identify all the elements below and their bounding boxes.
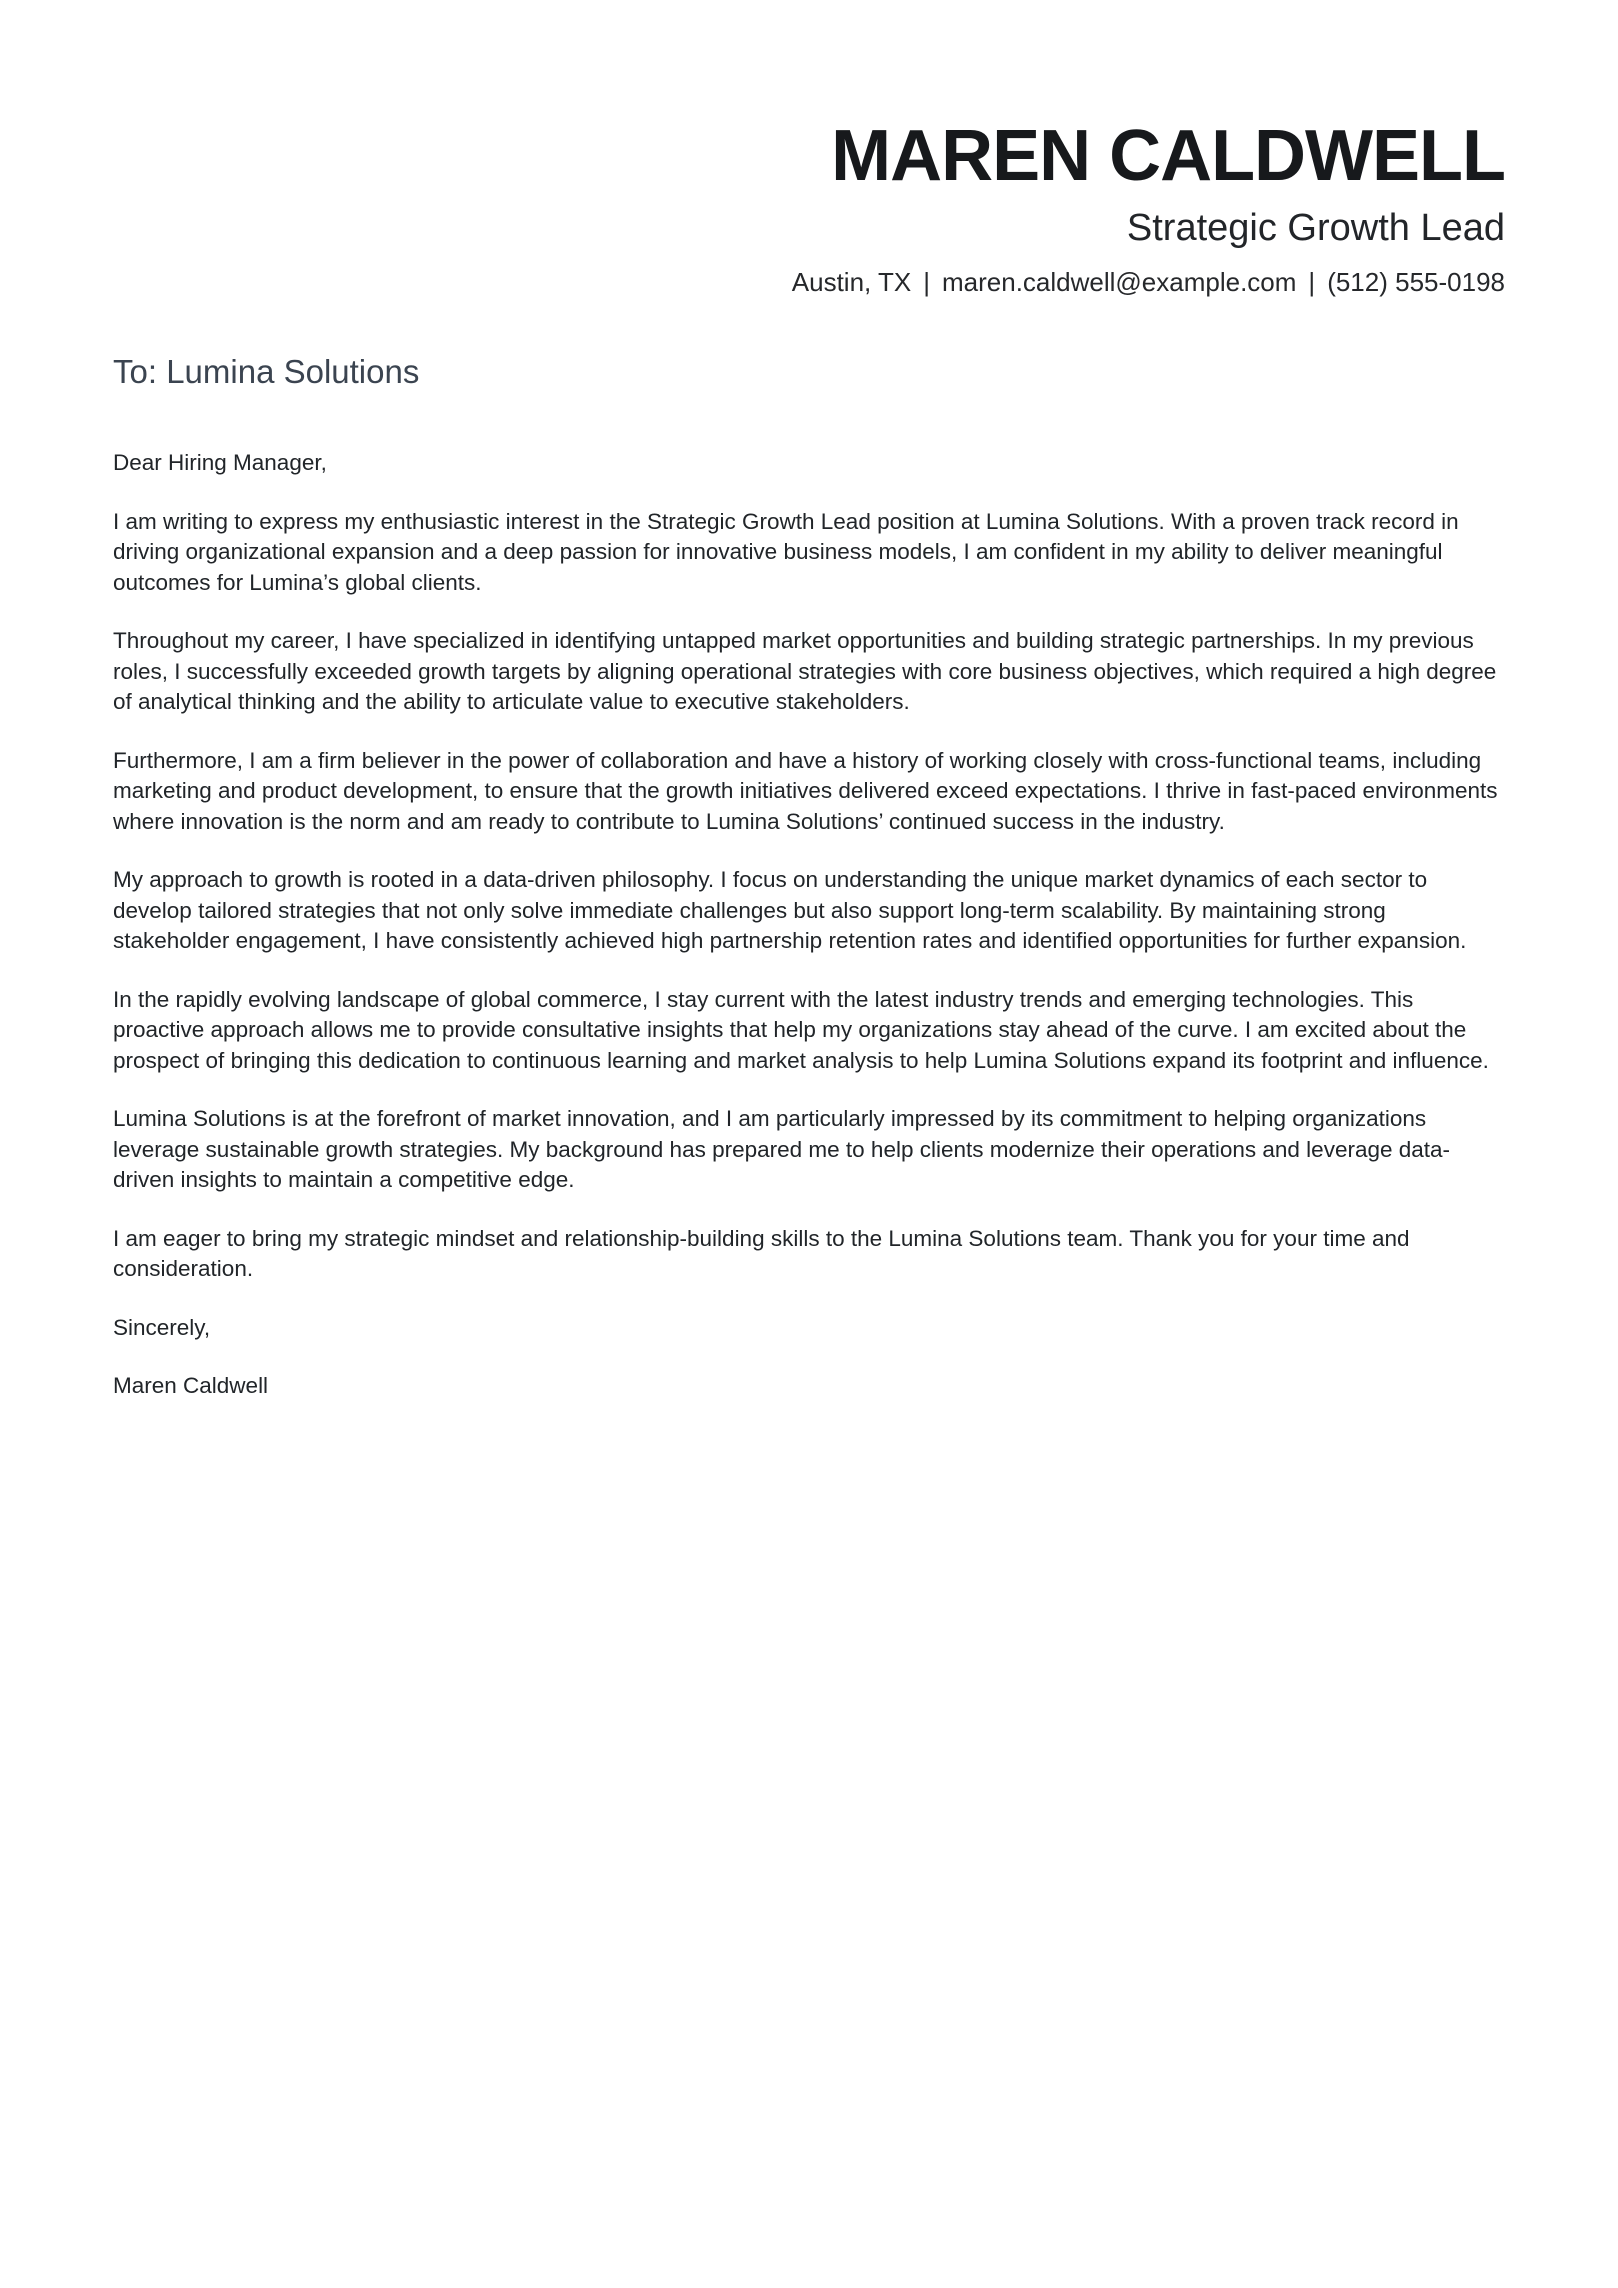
recipient-line: To: Lumina Solutions xyxy=(113,353,420,390)
closing: Sincerely, xyxy=(113,1314,211,1340)
location-text: Austin, TX xyxy=(791,267,912,297)
signature: Maren Caldwell xyxy=(113,1373,269,1398)
candidate-name-heading: MAREN CALDWELL xyxy=(831,116,1505,196)
paragraph-1: I am writing to express my enthusiastic interest in the Strategic Growth Lead position at Lumina Solutions. With a proven track record in driving organizational expansion and a deep passion for innovative business models, I am confident in my ability to deliver meaningful outcomes for Lumina’s global clients. xyxy=(113,508,1459,595)
contact-separator: | xyxy=(1308,267,1316,297)
job-title: Strategic Growth Lead xyxy=(1126,207,1505,249)
paragraph-5: In the rapidly evolving landscape of global commerce, I stay current with the latest industry trends and emerging technologies. This proactive approach allows me to provide consultative insights that help my organizations stay ahead of the curve. I am excited about the prospect of bringing this dedication to continuous learning and market analysis to help Lumina Solutions expand its footprint and influence. xyxy=(113,986,1489,1073)
email-text: maren.caldwell@example.com xyxy=(942,267,1297,297)
phone-text: (512) 555-0198 xyxy=(1327,267,1505,297)
paragraph-4: My approach to growth is rooted in a data-driven philosophy. I focus on understanding the unique market dynamics of each sector to develop tailored strategies that not only solve immediate challenges but also support long-term scalability. By maintaining strong stakeholder engagement, I have consistently achieved high partnership retention rates and identified opportunities for further expansion. xyxy=(113,867,1467,953)
paragraph-7: I am eager to bring my strategic mindset and relationship-building skills to the Lumina Solutions team. Thank you for your time and consideration. xyxy=(113,1225,1410,1281)
paragraph-6: Lumina Solutions is at the forefront of market innovation, and I am particularly impressed by its commitment to helping organizations leverage sustainable growth strategies. My background has prepared me to help clients modernize their operations and leverage data-driven insights to maintain a competitive edge. xyxy=(113,1106,1451,1192)
letter-header xyxy=(113,118,1505,298)
paragraph-2: Throughout my career, I have specialized in identifying untapped market opportunities and building strategic partnerships. In my previous roles, I successfully exceeded growth targets by aligning operational strategies with core business objectives, which required a high degree of analytical thinking and the ability to articulate value to executive stakeholders. xyxy=(113,628,1497,714)
contact-line xyxy=(113,266,1505,298)
letter-body xyxy=(113,448,1505,1402)
salutation: Dear Hiring Manager, xyxy=(113,450,327,475)
contact-separator: | xyxy=(923,267,930,297)
paragraph-3: Furthermore, I am a firm believer in the power of collaboration and have a history of working closely with cross-functional teams, including marketing and product development, to ensure that the growth initiatives delivered exceed expectations. I thrive in fast-paced environments where innovation is the norm and am ready to contribute to Lumina Solutions’ continued success in the industry. xyxy=(113,747,1498,834)
